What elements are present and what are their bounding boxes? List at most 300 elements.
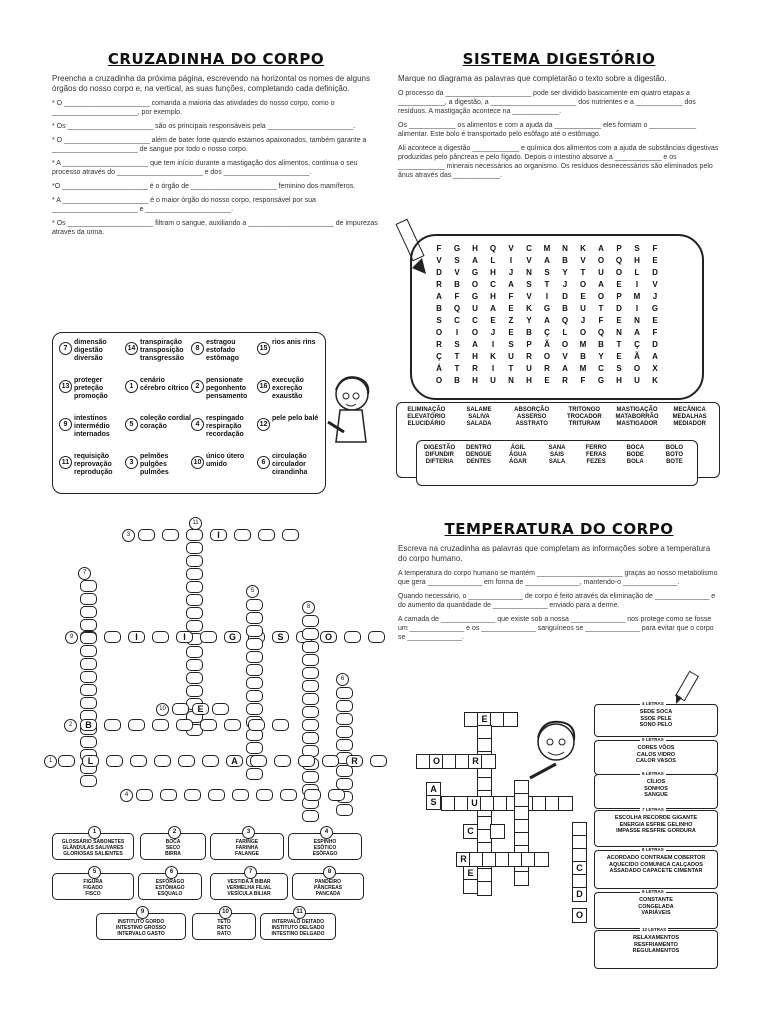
crossword-cell[interactable] [246,638,263,650]
crossword-cell[interactable] [248,719,265,731]
crossword-cell[interactable] [302,667,319,679]
crossword-cell[interactable]: I [128,631,145,643]
word-search-letter[interactable]: V [526,256,532,265]
crossword-cell[interactable] [186,542,203,554]
crossword-cell[interactable] [200,719,217,731]
word-search-letter[interactable]: A [472,256,478,265]
crossword-cell[interactable]: O [572,908,587,923]
word-search-letter[interactable]: G [453,244,461,253]
crossword-cell[interactable] [80,619,97,631]
word-list: ACORDADO CONTRAEM COBERTOR AQUECIDO COMUNICA CALÇADOS ASSADADO CAPACETE CIMENTAR [594,850,718,889]
word-search-letter[interactable]: E [652,316,658,325]
crossword-cell[interactable] [106,755,123,767]
word-search-letter[interactable]: S [508,340,514,349]
word-search-letter[interactable]: G [543,304,551,313]
crossword-cell[interactable] [80,606,97,618]
crossword-cell[interactable] [282,529,299,541]
word-search-letter[interactable]: D [616,304,622,313]
word-search-letter[interactable]: Q [615,256,623,265]
crossword-cell[interactable] [138,529,155,541]
crossword-cell[interactable] [152,631,169,643]
crossword-cell[interactable] [184,789,201,801]
crossword-cell[interactable]: L [82,755,99,767]
word-search-letter[interactable]: M [633,292,641,301]
crossword-cell[interactable] [202,755,219,767]
word-search-letter[interactable]: S [454,256,460,265]
word-search-letter[interactable]: D [562,292,568,301]
word-search-letter[interactable]: E [616,316,622,325]
crossword-cell[interactable] [246,612,263,624]
word-search-letter[interactable]: R [436,280,442,289]
word-search-letter[interactable]: O [633,364,641,373]
crossword-cell[interactable] [302,641,319,653]
crossword-cell[interactable]: S [426,795,441,810]
crossword-cell[interactable] [234,529,251,541]
word-search-letter[interactable]: H [490,292,496,301]
word-search-letter[interactable]: L [562,328,568,337]
word-search-letter[interactable]: B [598,340,604,349]
word-search-letter[interactable]: U [634,376,640,385]
crossword-cell[interactable]: E [192,703,209,715]
crossword-cell[interactable] [136,789,153,801]
option-text: VESTIDA A BIBAR VERMELHA FILIAL VESÍCULA BILIAR [226,879,272,897]
crossword-cell[interactable]: R [456,852,471,867]
crossword-cell[interactable] [162,529,179,541]
crossword-cell[interactable] [368,631,385,643]
word-search-letter[interactable]: G [471,268,479,277]
word-search-letter[interactable]: Y [562,268,568,277]
word-search-letter[interactable]: J [652,292,658,301]
word-search-letter[interactable]: Ç [544,328,550,337]
word-search-letter[interactable]: M [579,364,587,373]
crossword-cell[interactable] [186,594,203,606]
word-search-letter[interactable]: F [652,328,658,337]
crossword-cell[interactable] [246,625,263,637]
crossword-cell[interactable] [172,703,189,715]
word-search-letter[interactable]: B [562,304,568,313]
word-search-letter[interactable]: R [544,364,550,373]
word-search-letter[interactable]: E [508,304,514,313]
word-search-letter[interactable]: I [509,256,513,265]
crossword-cell[interactable] [128,719,145,731]
word-search-letter[interactable]: Ã [634,352,640,361]
crossword-cell[interactable] [336,739,353,751]
word-search-letter[interactable]: M [543,244,551,253]
word-search-letter[interactable]: G [651,304,659,313]
crossword-cell[interactable] [302,628,319,640]
crossword-cell[interactable] [246,768,263,780]
word-search-letter[interactable]: A [544,316,550,325]
legend-words: proteger preteção promoção [74,377,108,400]
word-search-letter[interactable]: M [579,340,587,349]
word-search-letter[interactable]: A [544,256,550,265]
option-text: FARINGE FARINHA FALANGE [235,839,259,857]
crossword-cell[interactable] [250,755,267,767]
crossword-cell[interactable]: B [80,719,97,731]
word-search-letter[interactable]: V [454,268,460,277]
word-search-letter[interactable]: E [544,376,550,385]
crossword-cell[interactable]: A [226,755,243,767]
word-search-letter[interactable]: O [579,280,587,289]
word-search-letter[interactable]: O [543,352,551,361]
crossword-cell[interactable] [246,703,263,715]
crossword-cell[interactable] [186,685,203,697]
definition-line: * A ______________________ que tem início durante a mastigação dos alimentos, continua o seu processo através do ______________________ e dos ______________________. [52,160,358,176]
word-search-letter[interactable]: F [652,244,658,253]
word-search-letter[interactable]: S [454,340,460,349]
word-search-letter[interactable]: T [598,304,604,313]
crossword-cell[interactable] [152,719,169,731]
crossword-cell[interactable] [558,796,573,811]
word-search-letter[interactable]: R [472,364,478,373]
crossword-cell[interactable] [370,755,387,767]
crossword-cell[interactable] [224,719,241,731]
crossword-cell[interactable] [463,879,478,894]
crossword-cell[interactable] [503,712,518,727]
word-search-letter[interactable]: F [454,292,460,301]
crossword-cell[interactable] [256,789,273,801]
crossword-cell[interactable] [130,755,147,767]
word-search-letter[interactable]: V [562,352,568,361]
word-search-letter[interactable]: H [634,256,640,265]
word-search-letter[interactable]: I [635,304,639,313]
word-search-letter[interactable]: L [634,268,640,277]
word-search-letter[interactable]: U [580,304,586,313]
word-search-letter[interactable]: N [508,376,514,385]
crossword-cell[interactable] [246,651,263,663]
word-search-letter[interactable]: P [616,244,622,253]
word-search-letter[interactable]: E [652,256,658,265]
word-search-letter[interactable]: O [561,340,569,349]
word-search-letter[interactable]: P [616,292,622,301]
crossword-cell[interactable] [477,881,492,896]
text-paragraph: Ali acontece a digestão ____________ e química dos alimentos com a ajuda de substâncias digestivas produzidas pelo pâncreas e pelo fígado. Depois o intestino absorve a ____________ e os ____________ minerais necessários ao organismo. Os resíduos desnecessários são eliminados pelo ânus através das ____________. [398,145,719,179]
word-search-letter[interactable]: D [652,268,658,277]
word-search-letter[interactable]: Y [598,352,604,361]
crossword-cell[interactable] [80,775,97,787]
word-search-letter[interactable]: A [490,304,496,313]
word-search-letter[interactable]: D [652,340,658,349]
word-search-letter[interactable]: J [580,316,586,325]
crossword-cell[interactable] [212,703,229,715]
crossword-cell[interactable]: O [320,631,337,643]
crossword-cell[interactable] [258,529,275,541]
word-search-letter[interactable]: Ç [634,340,640,349]
word-search-letter[interactable]: A [472,340,478,349]
word-search-letter[interactable]: H [472,376,478,385]
crossword-cell[interactable] [186,646,203,658]
word-search-letter[interactable]: H [472,244,478,253]
word-search-letter[interactable]: E [580,292,586,301]
word-search-letter[interactable]: Q [453,304,461,313]
word-search-letter[interactable]: A [598,280,604,289]
crossword-cell[interactable] [302,693,319,705]
option-text: BOCA SECO BIRRA [165,839,181,857]
word-bank-word: SALA [548,459,566,465]
word-search-letter[interactable]: U [490,376,496,385]
crossword-cell[interactable]: U [467,796,482,811]
crossword-cell[interactable] [272,719,289,731]
crossword-cell[interactable] [246,742,263,754]
word-search-letter[interactable]: J [508,268,514,277]
crossword-cell[interactable] [336,726,353,738]
crossword-cell[interactable] [232,789,249,801]
word-search-letter[interactable]: Ã [544,340,550,349]
word-search-letter[interactable]: R [526,352,532,361]
crossword-cell[interactable] [302,680,319,692]
crossword-cell[interactable] [302,719,319,731]
crossword-cell[interactable]: R [468,754,483,769]
word-search-letter[interactable]: I [635,280,639,289]
word-search-letter[interactable]: A [634,328,640,337]
crossword-cell[interactable] [58,755,75,767]
word-search-letter[interactable]: C [526,244,532,253]
crossword-cell[interactable]: E [463,866,478,881]
word-search-letter[interactable]: S [634,244,640,253]
crossword-cell[interactable] [200,631,217,643]
word-search-letter[interactable]: U [508,352,514,361]
word-search-letter[interactable]: A [508,280,514,289]
crossword-cell[interactable] [186,529,203,541]
word-search-letter[interactable]: T [454,352,460,361]
crossword-cell[interactable] [280,789,297,801]
word-search-letter[interactable]: C [598,364,604,373]
word-search-letter[interactable]: F [598,316,604,325]
word-search-letter[interactable]: B [436,304,442,313]
word-list: CONSTANTE CONGELADA VARIÁVEIS [594,892,718,929]
crossword-cell[interactable] [336,804,353,816]
crossword-cell[interactable] [186,581,203,593]
crossword-cell[interactable] [302,615,319,627]
word-search-letter[interactable]: Q [561,316,569,325]
crossword-cell[interactable] [302,810,319,822]
crossword-cell[interactable] [534,852,549,867]
crossword-cell[interactable] [302,771,319,783]
clue-number: 9 [65,631,78,644]
word-search-letter[interactable]: T [616,340,622,349]
word-search-letter[interactable]: E [508,328,514,337]
crossword-cell[interactable] [154,755,171,767]
word-search-letter[interactable]: C [454,316,460,325]
word-search-letter[interactable]: V [526,292,532,301]
word-search-letter[interactable]: N [562,244,568,253]
word-search-letter[interactable]: S [526,280,532,289]
crossword-cell[interactable] [80,645,97,657]
crossword-cell[interactable] [302,706,319,718]
word-search-letter[interactable]: N [634,316,640,325]
word-search-letter[interactable]: Ç [436,352,442,361]
word-search-letter[interactable]: F [436,244,442,253]
word-search-letter[interactable]: B [454,280,460,289]
crossword-cell[interactable] [336,687,353,699]
crossword-cell[interactable] [80,658,97,670]
word-list: CORES VÔOS CALOS VIDRO CALOR VASOS [594,740,718,775]
word-search-letter[interactable]: Y [526,316,532,325]
crossword-cell[interactable] [246,664,263,676]
crossword-cell[interactable] [246,599,263,611]
crossword-cell[interactable] [328,789,345,801]
word-search-letter[interactable]: V [436,256,442,265]
word-search-letter[interactable]: B [580,352,586,361]
crossword-cell[interactable]: C [463,824,478,839]
word-bank-word: ÁGUA [509,452,527,458]
crossword-cell[interactable] [80,671,97,683]
crossword-cell[interactable]: D [572,887,587,902]
crossword-cell[interactable] [246,690,263,702]
crossword-cell[interactable]: R [346,755,363,767]
word-search-letter[interactable]: B [454,376,460,385]
crossword-cell[interactable] [336,713,353,725]
word-search-letter[interactable]: H [526,376,532,385]
word-search-letter[interactable]: V [580,256,586,265]
word-search-letter[interactable]: V [652,280,658,289]
word-search-letter[interactable]: O [471,328,479,337]
crossword-cell[interactable] [186,555,203,567]
word-search-letter[interactable]: O [615,268,623,277]
word-search-letter[interactable]: K [580,244,586,253]
word-search-letter[interactable]: Q [597,328,605,337]
word-search-letter[interactable]: N [526,268,532,277]
word-search-letter[interactable]: Á [436,364,442,373]
word-search-letter[interactable]: D [436,268,442,277]
crossword-cell[interactable] [176,719,193,731]
crossword-cell[interactable] [246,677,263,689]
word-search-letter[interactable]: U [526,364,532,373]
crossword-cell[interactable] [160,789,177,801]
word-search-letter[interactable]: T [580,268,586,277]
crossword-cell[interactable] [178,755,195,767]
crossword-cell[interactable] [208,789,225,801]
word-search-letter[interactable]: Q [489,244,497,253]
word-bank-word: SALAME [466,407,492,413]
word-search-letter[interactable]: C [472,316,478,325]
word-search-letter[interactable]: H [490,268,496,277]
option-number: 4 [320,826,333,839]
word-search-letter[interactable]: J [562,280,568,289]
word-search-letter[interactable]: T [508,364,514,373]
word-search-letter[interactable]: R [436,340,442,349]
word-search-letter[interactable]: V [508,244,514,253]
word-search-letter[interactable]: P [526,340,532,349]
crossword-cell[interactable] [186,672,203,684]
word-search-letter[interactable]: A [562,364,568,373]
word-search-letter[interactable]: C [490,280,496,289]
crossword-cell[interactable] [186,607,203,619]
crossword-cell[interactable] [304,789,321,801]
crossword-cell[interactable]: I [210,529,227,541]
crossword-cell[interactable]: S [272,631,289,643]
word-search-letter[interactable]: B [562,256,568,265]
word-search-letter[interactable]: X [652,364,658,373]
crossword-cell[interactable] [481,754,496,769]
word-search-letter[interactable]: O [597,292,605,301]
word-search-letter[interactable]: K [490,352,496,361]
word-search-letter[interactable]: I [455,328,459,337]
crossword-cell[interactable] [298,755,315,767]
crossword-cell[interactable]: E [477,712,492,727]
crossword-cell[interactable] [80,632,97,644]
word-search-letter[interactable]: O [579,328,587,337]
crossword-cell[interactable] [104,719,121,731]
definition-line: *O ______________________ é o órgão de ______________________ feminino dos mamíferos. [52,183,356,190]
word-search-letter[interactable]: I [491,340,495,349]
word-search-letter[interactable]: J [490,328,496,337]
word-search-letter[interactable]: H [472,352,478,361]
word-search-letter[interactable]: O [471,280,479,289]
word-search-letter[interactable]: U [598,268,604,277]
legend-item [59,377,125,415]
crossword-cell[interactable] [80,736,97,748]
crossword-cell[interactable] [80,580,97,592]
crossword-cell[interactable]: O [429,754,444,769]
word-search-letter[interactable]: F [508,292,514,301]
crossword-cell[interactable]: I [176,631,193,643]
word-search-letter[interactable]: I [545,292,549,301]
crossword-cell[interactable] [274,755,291,767]
word-bank-word: ABSORÇÃO [514,407,550,413]
word-search-letter[interactable]: T [544,280,550,289]
word-search-letter[interactable]: S [544,268,550,277]
word-search-letter[interactable]: B [526,328,532,337]
crossword-cell[interactable] [80,593,97,605]
word-search-letter[interactable]: S [436,316,442,325]
word-search-letter[interactable]: H [616,376,622,385]
word-search-letter[interactable]: O [597,256,605,265]
word-search-letter[interactable]: O [435,328,443,337]
word-search-letter[interactable]: E [490,316,496,325]
word-search-letter[interactable]: L [490,256,496,265]
crossword-cell[interactable]: A [426,782,441,797]
word-search-letter[interactable]: U [472,304,478,313]
crossword-cell[interactable] [186,659,203,671]
word-search-letter[interactable]: Z [508,316,514,325]
word-search-letter[interactable]: O [435,376,443,385]
word-search-letter[interactable]: I [491,364,495,373]
clue-number: 6 [336,673,349,686]
word-search-letter[interactable]: G [471,292,479,301]
option-number: 5 [88,866,101,879]
crossword-cell[interactable] [80,684,97,696]
word-search-letter[interactable]: E [616,352,622,361]
crossword-cell[interactable] [302,654,319,666]
word-search-letter[interactable]: A [598,244,604,253]
word-search-letter[interactable]: F [580,376,586,385]
word-search-letter[interactable]: T [454,364,460,373]
word-search-letter[interactable]: K [526,304,532,313]
crossword-cell[interactable] [490,824,505,839]
crossword-cell[interactable] [80,697,97,709]
word-search-letter[interactable]: G [597,376,605,385]
crossword-cell[interactable]: C [572,861,587,876]
crossword-cell[interactable] [322,755,339,767]
word-search-letter[interactable]: K [652,376,658,385]
word-search-letter[interactable]: A [436,292,442,301]
word-search-letter[interactable]: R [562,376,568,385]
crossword-cell[interactable]: G [224,631,241,643]
legend-item [257,453,323,491]
option-number: 3 [242,826,255,839]
crossword-cell[interactable] [186,568,203,580]
word-search-letter[interactable]: N [616,328,622,337]
word-search-letter[interactable]: S [616,364,622,373]
crossword-cell[interactable] [302,732,319,744]
word-search-letter[interactable]: A [652,352,658,361]
word-search-letter[interactable]: E [616,280,622,289]
crossword-cell[interactable] [514,871,529,886]
crossword-cell[interactable] [336,700,353,712]
crossword-cell[interactable] [344,631,361,643]
crossword-cell[interactable] [104,631,121,643]
